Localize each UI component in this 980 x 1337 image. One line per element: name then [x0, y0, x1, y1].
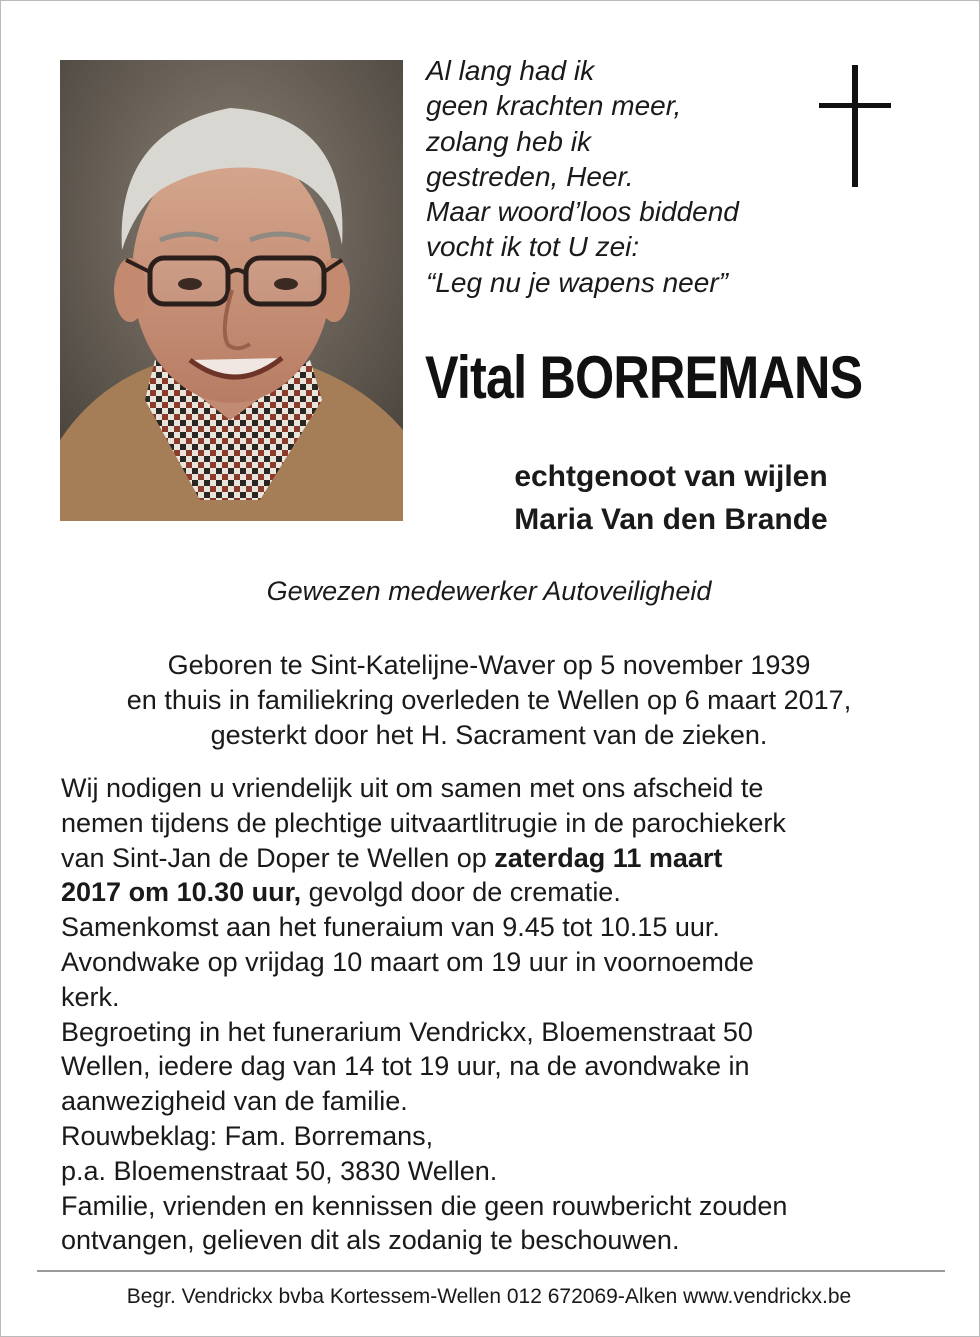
birth-death-info	[1, 648, 977, 753]
deceased-name: Vital BORREMANS	[425, 344, 863, 411]
announcement-line: Wellen, iedere dag van 14 tot 19 uur, na de avondwake in	[61, 1051, 750, 1082]
portrait-illustration	[60, 60, 403, 521]
cross-icon	[819, 65, 891, 187]
announcement-line: aanwezigheid van de familie.	[61, 1086, 408, 1117]
announcement-line: Rouwbeklag: Fam. Borremans,	[61, 1120, 434, 1151]
poem-line: “Leg nu je wapens neer”	[426, 266, 728, 298]
announcement-line: nemen tijdens de plechtige uitvaartlitrugie in de parochiekerk	[61, 807, 786, 838]
announcement-line	[61, 841, 941, 876]
poem-line: geen krachten meer,	[426, 90, 682, 122]
portrait-photo	[60, 60, 403, 521]
poem-line: Al lang had ik	[426, 55, 595, 86]
funeral-announcement	[61, 771, 941, 1258]
announcement-line: Avondwake op vrijdag 10 maart om 19 uur in voornoemde	[61, 946, 754, 977]
funeral-date: zaterdag 11 maart	[494, 842, 723, 873]
announcement-line: Familie, vrienden en kennissen die geen rouwbericht zouden	[61, 1190, 788, 1221]
announcement-line: p.a. Bloemenstraat 50, 3830 Wellen.	[61, 1155, 498, 1186]
spouse-info	[431, 455, 911, 541]
death-line: en thuis in familiekring overleden te Wellen op 6 maart 2017,	[126, 685, 852, 715]
occupation-text: Gewezen medewerker Autoveiligheid	[266, 576, 712, 606]
announcement-line: Begroeting in het funerarium Vendrickx, Bloemenstraat 50	[61, 1016, 753, 1047]
announcement-line: kerk.	[61, 981, 120, 1012]
spouse-name: Maria Van den Brande	[514, 503, 828, 536]
text-segment: gevolgd door de crematie.	[301, 877, 621, 908]
birth-line: Geboren te Sint-Katelijne-Waver op 5 november 1939	[167, 650, 811, 680]
relation-label: echtgenoot van wijlen	[514, 460, 828, 493]
poem-line: gestreden, Heer.	[426, 160, 634, 192]
footer-divider	[37, 1270, 945, 1272]
poem-line: vocht ik tot U zei:	[426, 231, 640, 263]
funeral-time: 2017 om 10.30 uur,	[61, 877, 302, 908]
footer-credit: Begr. Vendrickx bvba Kortessem-Wellen 012 672069-Alken www.vendrickx.be	[126, 1285, 852, 1308]
poem-line: zolang heb ik	[426, 125, 592, 157]
poem-line: Maar woord’loos biddend	[426, 196, 739, 228]
announcement-line: Wij nodigen u vriendelijk uit om samen met ons afscheid te	[61, 773, 764, 803]
sacrament-line: gesterkt door het H. Sacrament van de zieken.	[210, 720, 768, 750]
announcement-line: Samenkomst aan het funeraium van 9.45 tot 10.15 uur.	[61, 912, 720, 943]
announcement-line: ontvangen, gelieven dit als zodanig te beschouwen.	[61, 1225, 680, 1256]
memorial-poem	[426, 53, 806, 300]
announcement-line	[61, 875, 941, 910]
text-segment: van Sint-Jan de Doper te Wellen op	[61, 842, 495, 873]
